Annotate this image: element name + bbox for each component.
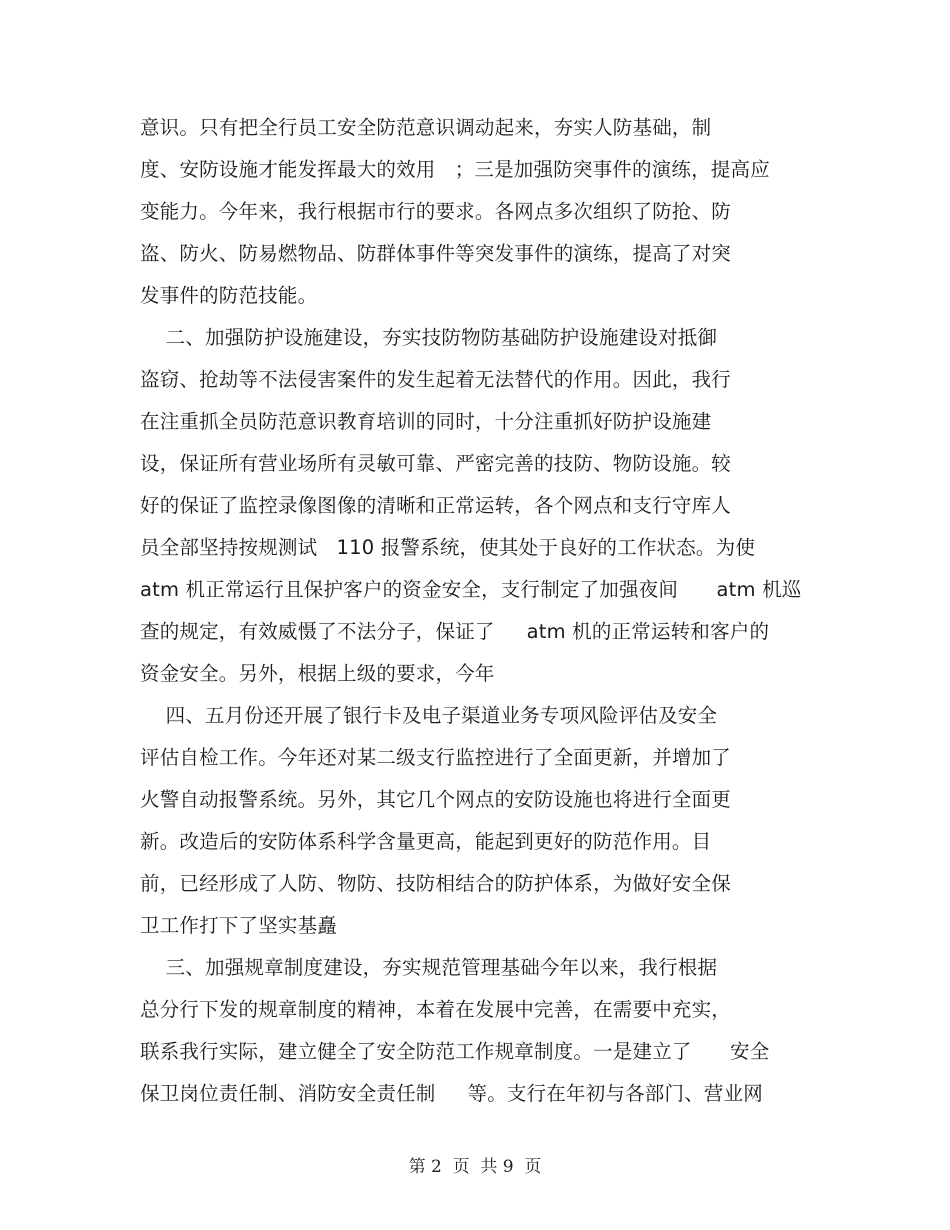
- body-text-line: 资金安全。另外，根据上级的要求，今年: [140, 662, 495, 685]
- body-text-line: 员全部坚持按规测试 110 报警系统，使其处于良好的工作状态。为使: [140, 536, 756, 559]
- body-text-line: 四、五月份还开展了银行卡及电子渠道业务专项风险评估及安全: [140, 704, 718, 727]
- body-text-line: 度、安防设施才能发挥最大的效用 ；三是加强防突事件的演练，提高应: [140, 158, 770, 181]
- body-text-line: 新。改造后的安防体系科学含量更高，能起到更好的防范作用。目: [140, 830, 712, 853]
- body-text-line: 评估自检工作。今年还对某二级支行监控进行了全面更新，并增加了: [140, 746, 732, 769]
- page-number-footer: 第 2 页 共 9 页: [408, 1157, 542, 1177]
- body-text-line: 盗、防火、防易燃物品、防群体事件等突发事件的演练，提高了对突: [140, 242, 732, 265]
- body-text-line: 好的保证了监控录像图像的清晰和正常运转，各个网点和支行守库人: [140, 494, 732, 517]
- body-text-line: 联系我行实际，建立健全了安全防范工作规章制度。一是建立了 安全: [140, 1040, 770, 1063]
- body-text-line: 变能力。今年来，我行根据市行的要求。各网点多次组织了防抢、防: [140, 200, 732, 223]
- body-text-line: 火警自动报警系统。另外，其它几个网点的安防设施也将进行全面更: [140, 788, 732, 811]
- body-text-line: 查的规定，有效威慑了不法分子，保证了 atm 机的正常运转和客户的: [140, 620, 770, 643]
- body-text-line: 发事件的防范技能。: [140, 284, 318, 307]
- body-text-line: atm 机正常运行且保护客户的资金安全，支行制定了加强夜间 atm 机巡: [140, 578, 802, 601]
- body-text-line: 意识。只有把全行员工安全防范意识调动起来，夯实人防基础，制: [140, 116, 712, 139]
- body-text-line: 保卫岗位责任制、消防安全责任制 等。支行在年初与各部门、营业网: [140, 1082, 763, 1105]
- body-text-line: 三、加强规章制度建设，夯实规范管理基础今年以来，我行根据: [140, 956, 718, 979]
- body-text-line: 卫工作打下了坚实基矗: [140, 914, 338, 937]
- body-text-line: 二、加强防护设施建设，夯实技防物防基础防护设施建设对抵御: [140, 326, 718, 349]
- body-text-line: 设，保证所有营业场所有灵敏可靠、严密完善的技防、物防设施。较: [140, 452, 732, 475]
- body-text-line: 前，已经形成了人防、物防、技防相结合的防护体系，为做好安全保: [140, 872, 732, 895]
- body-text-line: 盗窃、抢劫等不法侵害案件的发生起着无法替代的作用。因此，我行: [140, 368, 732, 391]
- body-text-line: 总分行下发的规章制度的精神，本着在发展中完善，在需要中充实，: [140, 998, 732, 1021]
- body-text-line: 在注重抓全员防范意识教育培训的同时，十分注重抓好防护设施建: [140, 410, 712, 433]
